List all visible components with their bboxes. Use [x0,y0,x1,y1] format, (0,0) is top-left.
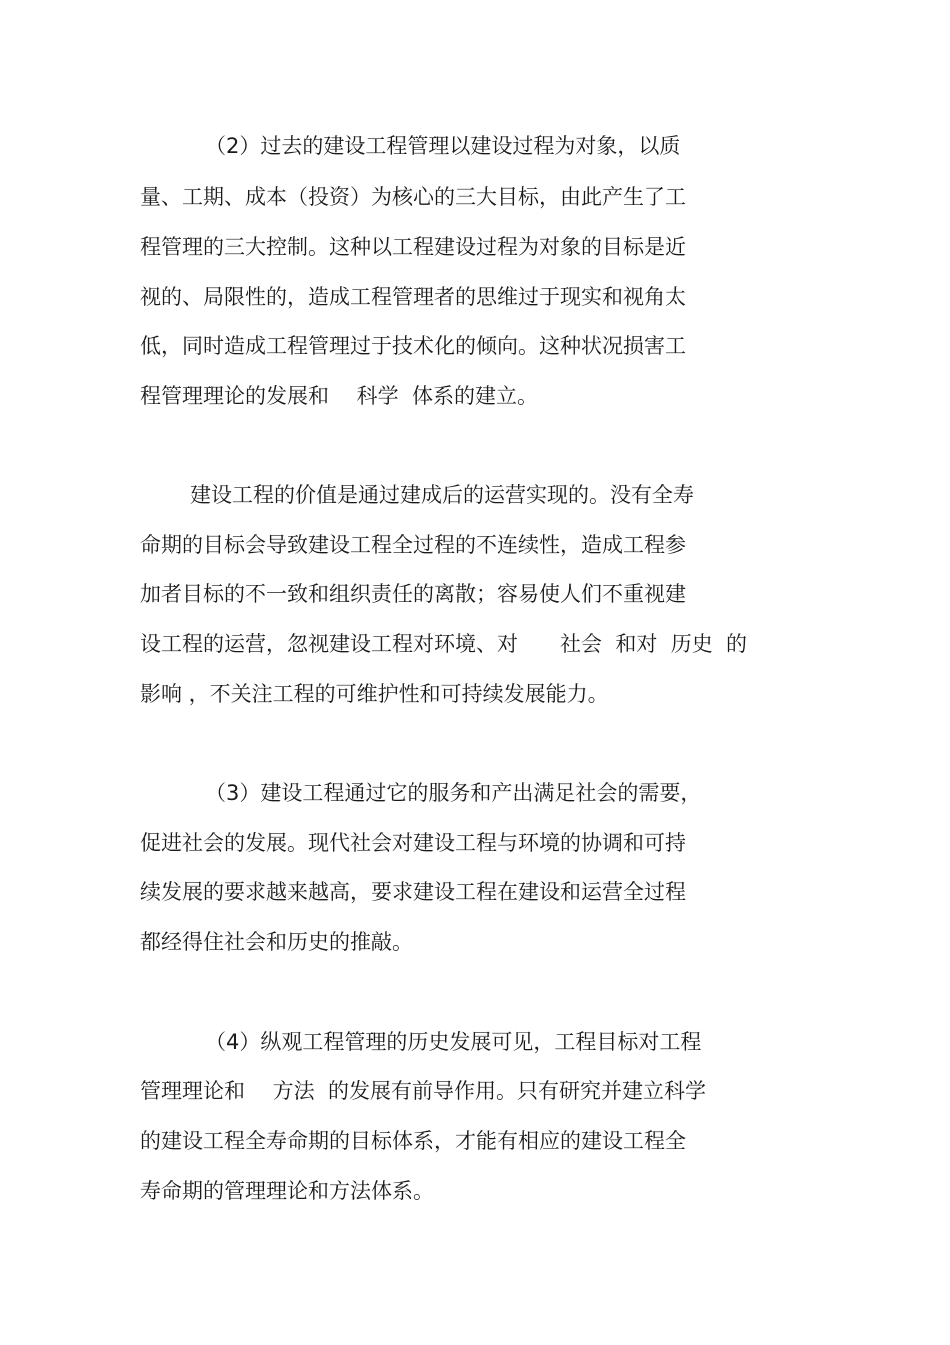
paragraph-1-line-2: 量、工期、成本（投资）为核心的三大目标，由此产生了工 [140,185,686,209]
paragraph-2-line-1: 建设工程的价值是通过建成后的运营实现的。没有全寿 [190,483,694,507]
paragraph-4-line-3: 的建设工程全寿命期的目标体系，才能有相应的建设工程全 [140,1129,686,1153]
paragraph-1-line-1: （2）过去的建设工程管理以建设过程为对象，以质 [205,134,681,158]
paragraph-4-line-1: （4）纵观工程管理的历史发展可见，工程目标对工程 [205,1030,702,1054]
paragraph-1-line-6: 程管理理论的发展和 科学 体系的建立。 [140,384,539,408]
paragraph-3-line-1: （3）建设工程通过它的服务和产出满足社会的需要， [205,781,702,805]
paragraph-4-line-2: 管理理论和 方法 的发展有前导作用。只有研究并建立科学 [140,1079,707,1103]
paragraph-3-line-3: 续发展的要求越来越高，要求建设工程在建设和运营全过程 [140,880,686,904]
paragraph-1-line-5: 低，同时造成工程管理过于技术化的倾向。这种状况损害工 [140,334,686,358]
paragraph-2-line-5: 影响 ，不关注工程的可维护性和可持续发展能力。 [140,682,609,706]
paragraph-1-line-4: 视的、局限性的，造成工程管理者的思维过于现实和视角太 [140,285,686,309]
paragraph-3-line-2: 促进社会的发展。现代社会对建设工程与环境的协调和可持 [140,831,686,855]
paragraph-2-line-4: 设工程的运营，忽视建设工程对环境、对 社会 和对 历史 的 [140,632,748,656]
paragraph-2-line-3: 加者目标的不一致和组织责任的离散；容易使人们不重视建 [140,582,686,606]
paragraph-4-line-4: 寿命期的管理理论和方法体系。 [140,1179,434,1203]
paragraph-1-line-3: 程管理的三大控制。这种以工程建设过程为对象的目标是近 [140,235,686,259]
paragraph-3-line-4: 都经得住社会和历史的推敲。 [140,930,413,954]
paragraph-2-line-2: 命期的目标会导致建设工程全过程的不连续性，造成工程参 [140,533,686,557]
